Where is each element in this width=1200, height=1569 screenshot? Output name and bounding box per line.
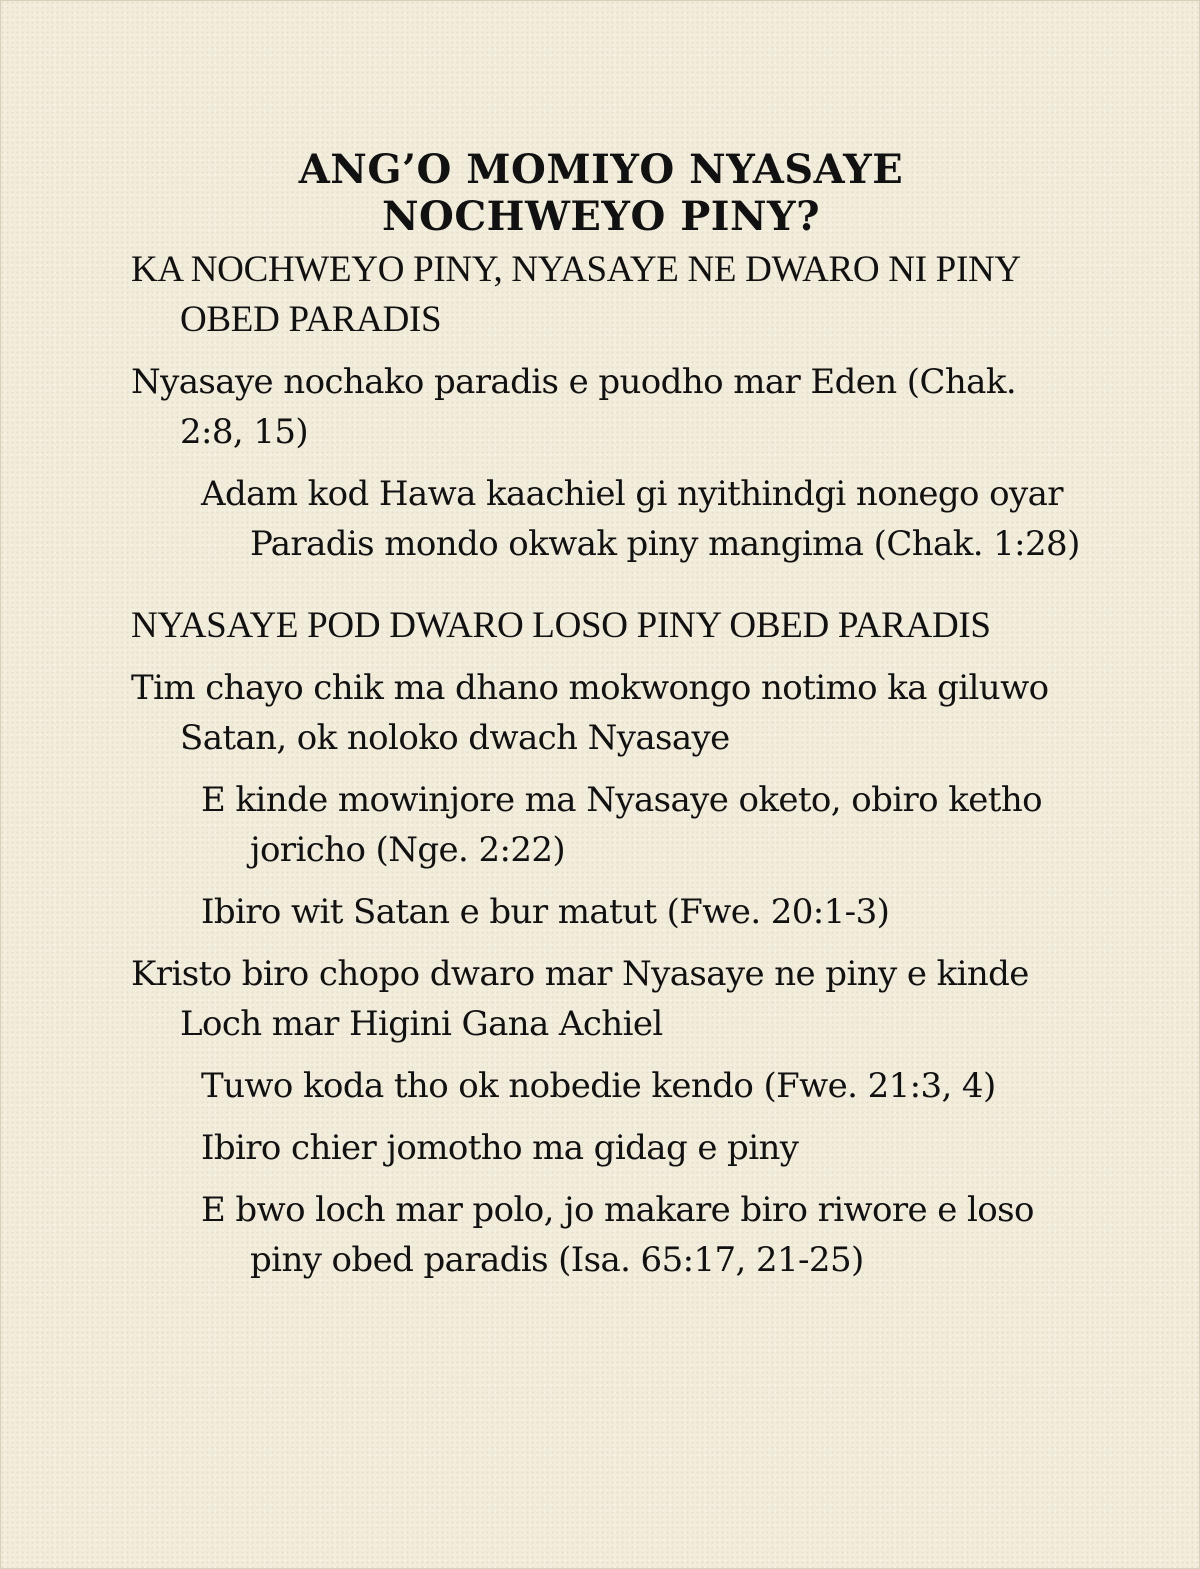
outline-point: Kristo biro chopo dwaro mar Nyasaye ne piny e kinde Loch mar Higini Gana Achiel: [131, 954, 1029, 1044]
page-title: [1, 146, 1200, 240]
section-heading: NYASAYE POD DWARO LOSO PINY OBED PARADIS: [131, 605, 991, 646]
outline-point: Nyasaye nochako paradis e puodho mar Eden (Chak. 2:8, 15): [131, 362, 1017, 452]
outline-subpoint: E bwo loch mar polo, jo makare biro riwore e loso piny obed paradis (Isa. 65:17, 21-25): [201, 1190, 1034, 1280]
outline-body: [131, 245, 1081, 1285]
section-heading: KA NOCHWEYO PINY, NYASAYE NE DWARO NI PINY OBED PARADIS: [131, 249, 1020, 340]
title-line-1: ANG’O MOMIYO NYASAYE: [298, 145, 904, 193]
title-line-2: NOCHWEYO PINY?: [381, 192, 821, 240]
outline-subpoint: Ibiro chier jomotho ma gidag e piny: [201, 1128, 799, 1168]
outline-subpoint: Adam kod Hawa kaachiel gi nyithindgi nonego oyar Paradis mondo okwak piny mangima (Chak. 1:28): [201, 474, 1080, 564]
outline-subpoint: Tuwo koda tho ok nobedie kendo (Fwe. 21:3, 4): [201, 1066, 996, 1106]
outline-point: Tim chayo chik ma dhano mokwongo notimo ka giluwo Satan, ok noloko dwach Nyasaye: [131, 668, 1049, 758]
outline-subpoint: Ibiro wit Satan e bur matut (Fwe. 20:1-3): [201, 892, 890, 932]
outline-subpoint: E kinde mowinjore ma Nyasaye oketo, obiro ketho joricho (Nge. 2:22): [201, 780, 1043, 870]
